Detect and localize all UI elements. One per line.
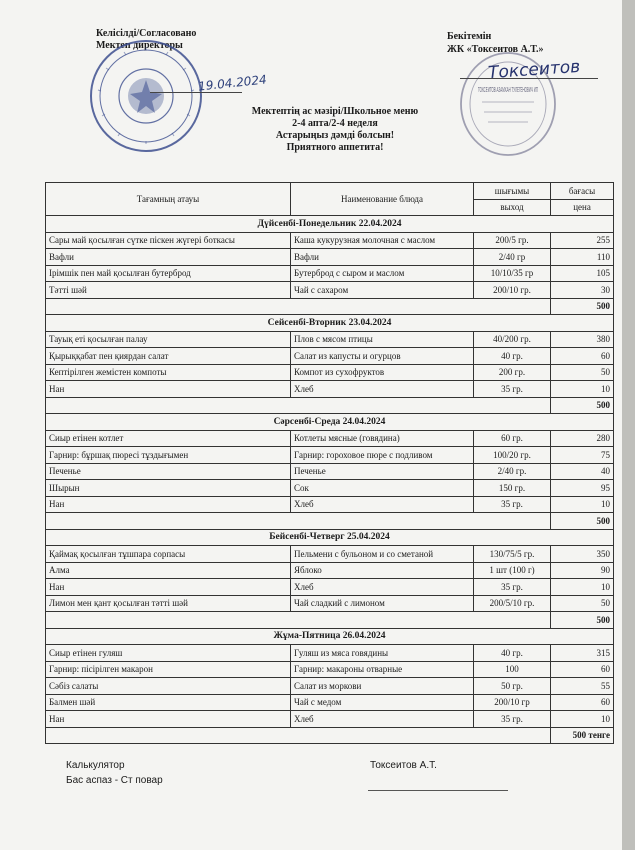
head-cook-label: Бас аспаз - Ст повар (66, 775, 163, 786)
dish-price: 75 (551, 447, 614, 464)
dish-name-ru: Салат из капусты и огурцов (291, 348, 474, 365)
dish-name-kz: Сары май қосылған сүтке піскен жүгері боткасы (46, 232, 291, 249)
dish-output: 130/75/5 гр. (474, 546, 551, 563)
day-total: 500 (551, 397, 614, 414)
day-title: Дүйсенбі-Понедельник 22.04.2024 (46, 216, 614, 233)
dish-row (46, 480, 614, 497)
stamp-owner-text: ТОКСЕИТОВ АЗАМХАН ТУЛЕГЕНОВИЧ ИП (478, 87, 538, 94)
dish-output: 200/10 гр. (474, 282, 551, 299)
dish-price: 95 (551, 480, 614, 497)
dish-output: 1 шт (100 г) (474, 562, 551, 579)
dish-name-ru: Плов с мясом птицы (291, 331, 474, 348)
dish-name-kz: Гарнир: пісірілген макарон (46, 661, 291, 678)
dish-price: 350 (551, 546, 614, 563)
entrepreneur-signature-line (460, 78, 598, 79)
dish-price: 50 (551, 364, 614, 381)
dish-output: 35 гр. (474, 711, 551, 728)
dish-row (46, 447, 614, 464)
dish-name-ru: Бутерброд с сыром и маслом (291, 265, 474, 282)
dish-row (46, 348, 614, 365)
dish-name-ru: Хлеб (291, 711, 474, 728)
dish-name-kz: Кептірілген жемістен компоты (46, 364, 291, 381)
day-header-row (46, 628, 614, 645)
dish-name-kz: Балмен шәй (46, 694, 291, 711)
menu-wish-kz: Астарыңыз дәмді болсын! (275, 130, 395, 141)
director-signature-date: 19.04.2024 (197, 72, 268, 94)
day-title: Жұма-Пятница 26.04.2024 (46, 628, 614, 645)
background-edge (622, 0, 635, 850)
day-total-row (46, 612, 614, 629)
menu-table (45, 182, 614, 744)
dish-name-kz: Тауық еті қосылған палау (46, 331, 291, 348)
dish-name-kz: Гарнир: бұршақ пюресі тұздығымен (46, 447, 291, 464)
dish-output: 40 гр. (474, 348, 551, 365)
dish-output: 35 гр. (474, 381, 551, 398)
dish-row (46, 381, 614, 398)
dish-name-ru: Хлеб (291, 381, 474, 398)
day-header-row (46, 315, 614, 332)
dish-name-ru: Гарнир: макароны отварные (291, 661, 474, 678)
day-total: 500 (551, 298, 614, 315)
dish-price: 60 (551, 694, 614, 711)
dish-price: 30 (551, 282, 614, 299)
dish-price: 60 (551, 661, 614, 678)
dish-name-ru: Печенье (291, 463, 474, 480)
dish-output: 10/10/35 гр (474, 265, 551, 282)
day-total-row (46, 727, 614, 744)
dish-name-ru: Компот из сухофруктов (291, 364, 474, 381)
day-header-row (46, 216, 614, 233)
dish-name-ru: Хлеб (291, 579, 474, 596)
dish-row (46, 661, 614, 678)
dish-row (46, 595, 614, 612)
agreed-label: Келісілді/Согласовано (96, 28, 197, 39)
dish-name-kz: Ірімшік пен май қосылған бутерброд (46, 265, 291, 282)
dish-name-ru: Гуляш из мяса говядины (291, 645, 474, 662)
menu-wish-ru: Приятного аппетита! (286, 142, 384, 153)
dish-name-kz: Печенье (46, 463, 291, 480)
column-header-ru: Наименование блюда (291, 183, 474, 216)
menu-title (235, 106, 435, 154)
dish-name-ru: Салат из моркови (291, 678, 474, 695)
dish-name-ru: Пельмени с бульоном и со сметаной (291, 546, 474, 563)
dish-name-ru: Чай с медом (291, 694, 474, 711)
dish-name-kz: Вафли (46, 249, 291, 266)
dish-row (46, 711, 614, 728)
dish-price: 380 (551, 331, 614, 348)
day-total-spacer (46, 397, 551, 414)
approve-label: Бекітемін (447, 31, 492, 42)
dish-price: 90 (551, 562, 614, 579)
dish-name-kz: Сәбіз салаты (46, 678, 291, 695)
dish-price: 10 (551, 711, 614, 728)
dish-row (46, 364, 614, 381)
dish-row (46, 694, 614, 711)
dish-name-ru: Гарнир: гороховое пюре с подливом (291, 447, 474, 464)
dish-output: 150 гр. (474, 480, 551, 497)
dish-row (46, 579, 614, 596)
dish-row (46, 645, 614, 662)
dish-output: 2/40 гр. (474, 463, 551, 480)
dish-name-kz: Қаймақ қосылған тұшпара сорпасы (46, 546, 291, 563)
dish-name-kz: Тәтті шәй (46, 282, 291, 299)
dish-name-ru: Котлеты мясные (говядина) (291, 430, 474, 447)
dish-output: 200/5/10 гр. (474, 595, 551, 612)
dish-output: 200/5 гр. (474, 232, 551, 249)
calculator-label: Калькулятор (66, 760, 125, 771)
dish-row (46, 282, 614, 299)
menu-weeks-line: 2-4 апта/2-4 неделя (292, 118, 378, 129)
entrepreneur-label: ЖК «Токсеитов А.Т.» (447, 44, 544, 55)
dish-price: 10 (551, 381, 614, 398)
dish-price: 280 (551, 430, 614, 447)
dish-name-ru: Чай с сахаром (291, 282, 474, 299)
dish-name-ru: Сок (291, 480, 474, 497)
column-header-price-kz: бағасы (551, 183, 614, 200)
dish-row (46, 430, 614, 447)
dish-name-ru: Чай сладкий с лимоном (291, 595, 474, 612)
dish-row (46, 265, 614, 282)
day-total-spacer (46, 298, 551, 315)
dish-price: 105 (551, 265, 614, 282)
dish-row (46, 232, 614, 249)
dish-name-kz: Қырыққабат пен қиярдан салат (46, 348, 291, 365)
dish-name-kz: Нан (46, 579, 291, 596)
day-total-row (46, 298, 614, 315)
day-title: Сәрсенбі-Среда 24.04.2024 (46, 414, 614, 431)
dish-output: 40/200 гр. (474, 331, 551, 348)
dish-price: 60 (551, 348, 614, 365)
dish-price: 50 (551, 595, 614, 612)
dish-price: 40 (551, 463, 614, 480)
dish-price: 10 (551, 579, 614, 596)
dish-row (46, 496, 614, 513)
dish-name-kz: Нан (46, 381, 291, 398)
dish-output: 100 (474, 661, 551, 678)
dish-name-kz: Нан (46, 496, 291, 513)
school-round-stamp (88, 38, 204, 154)
menu-title-line: Мектептің ас мәзірі/Школьное меню (251, 106, 419, 117)
dish-name-kz: Нан (46, 711, 291, 728)
day-header-row (46, 529, 614, 546)
day-total-row (46, 397, 614, 414)
day-total-spacer (46, 612, 551, 629)
day-total-spacer (46, 513, 551, 530)
dish-price: 55 (551, 678, 614, 695)
dish-row (46, 249, 614, 266)
dish-row (46, 678, 614, 695)
footer-name: Токсеитов А.Т. (370, 760, 437, 771)
dish-row (46, 463, 614, 480)
day-title: Сейсенбі-Вторник 23.04.2024 (46, 315, 614, 332)
dish-price: 110 (551, 249, 614, 266)
day-total: 500 (551, 612, 614, 629)
dish-output: 60 гр. (474, 430, 551, 447)
dish-name-ru: Вафли (291, 249, 474, 266)
column-header-price-ru: цена (551, 199, 614, 216)
dish-name-kz: Сиыр етінен котлет (46, 430, 291, 447)
dish-output: 35 гр. (474, 496, 551, 513)
day-header-row (46, 414, 614, 431)
dish-output: 200 гр. (474, 364, 551, 381)
column-header-kz: Тағамның атауы (46, 183, 291, 216)
day-title: Бейсенбі-Четверг 25.04.2024 (46, 529, 614, 546)
day-total-spacer (46, 727, 551, 744)
column-header-output-kz: шығымы (474, 183, 551, 200)
dish-name-ru: Яблоко (291, 562, 474, 579)
day-total-row (46, 513, 614, 530)
column-header-output-ru: выход (474, 199, 551, 216)
dish-price: 315 (551, 645, 614, 662)
dish-name-ru: Хлеб (291, 496, 474, 513)
dish-name-kz: Сиыр етінен гуляш (46, 645, 291, 662)
dish-output: 50 гр. (474, 678, 551, 695)
dish-price: 255 (551, 232, 614, 249)
director-label: Мектеп директоры (96, 40, 183, 51)
dish-name-kz: Шырын (46, 480, 291, 497)
dish-output: 40 гр. (474, 645, 551, 662)
dish-output: 200/10 гр (474, 694, 551, 711)
dish-name-kz: Лимон мен қант қосылған тәтті шәй (46, 595, 291, 612)
dish-row (46, 331, 614, 348)
director-signature-line (150, 92, 242, 93)
dish-name-ru: Каша кукурузная молочная с маслом (291, 232, 474, 249)
footer-signature-line (368, 790, 508, 791)
footer-roles (66, 758, 163, 788)
dish-row (46, 546, 614, 563)
dish-output: 35 гр. (474, 579, 551, 596)
dish-price: 10 (551, 496, 614, 513)
day-total: 500 тенге (551, 727, 614, 744)
dish-output: 100/20 гр. (474, 447, 551, 464)
dish-row (46, 562, 614, 579)
menu-table-body (46, 216, 614, 744)
day-total: 500 (551, 513, 614, 530)
dish-output: 2/40 гр (474, 249, 551, 266)
dish-name-kz: Алма (46, 562, 291, 579)
entrepreneur-signature: Токсеитов (487, 56, 581, 84)
